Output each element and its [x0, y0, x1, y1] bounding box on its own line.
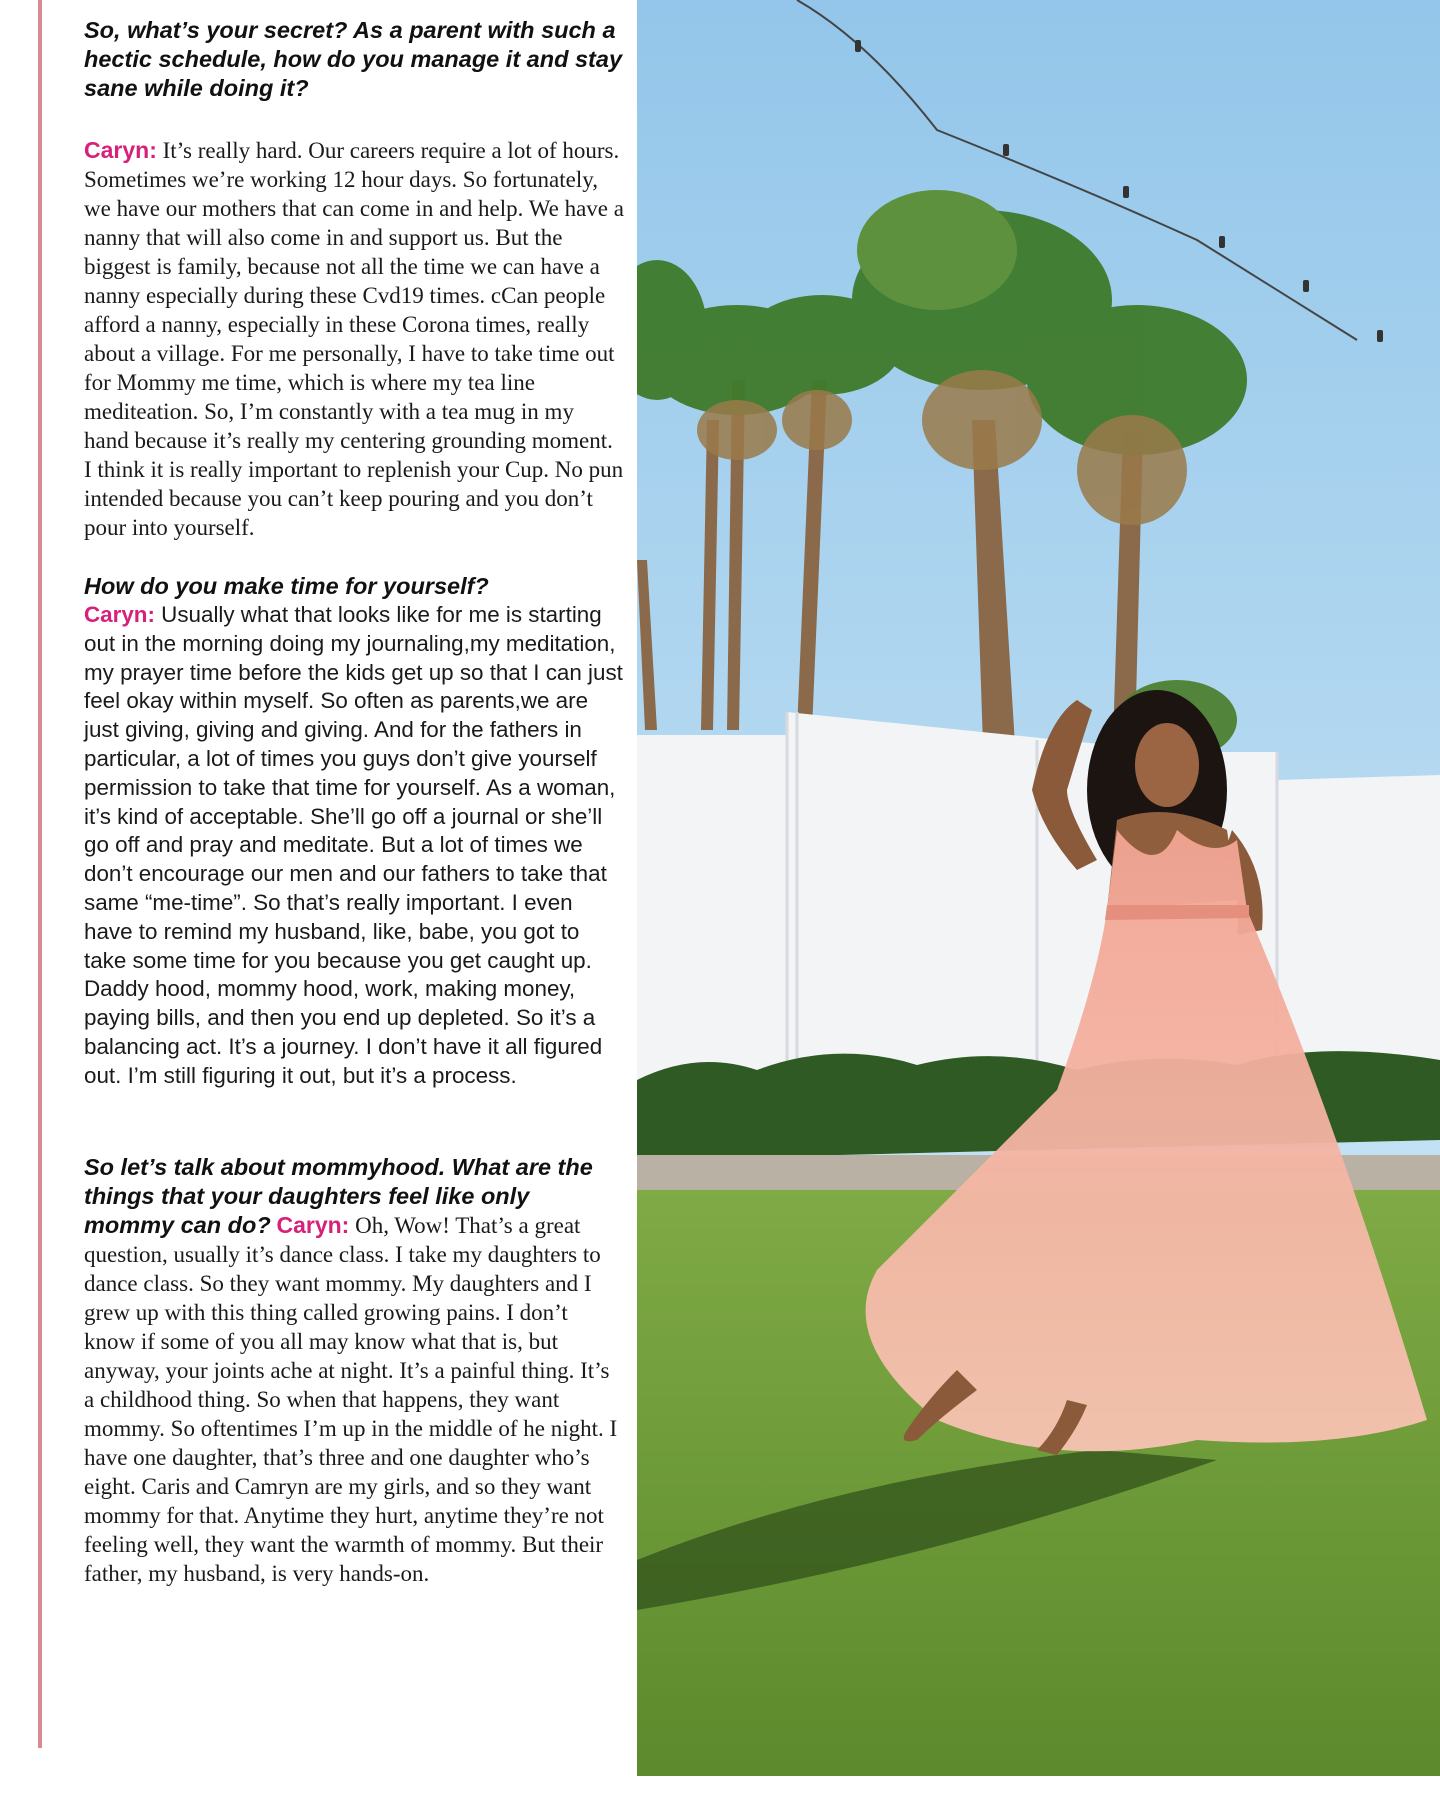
answer-mommyhood-text: Oh, Wow! That’s a great question, usually it’s dance class. I take my daughters to dance class. So they want mommy. My daughters and I grew up with this thing called growing pains. I don’t know if some of you all may know what that is, but anyway, your joints ache at night. It’s a painful thing. It’s a childhood thing. So when that happens, they want mommy. So oftentimes I’m up in the middle of he night. I have one daughter, that’s three and one daughter who’s eight. Caris and Camryn are my girls, and so they want mommy for that. Anytime they hurt, anytime they’re not feeling well, they want the warmth of mommy. But their father, my husband, is very hands-on.: [84, 1212, 618, 1586]
speaker-label: Caryn:: [84, 137, 157, 163]
margin-rule: [38, 0, 42, 1748]
mommyhood-block: [84, 1153, 624, 1588]
answer-secret: [84, 136, 624, 542]
face: [1135, 723, 1199, 807]
article-column: [84, 16, 624, 1588]
dress-waistband: [1105, 905, 1249, 920]
answer-time-text: Usually what that looks like for me is starting out in the morning doing my journaling,my meditation, my prayer time before the kids get up so that I can just feel okay within myself. So often as parents,we are just giving, giving and giving. And for the fathers in particular, a lot of times you guys don’t give yourself permission to take that time for yourself. As a woman, it’s kind of acceptable. She’ll go off a journal or she’ll go off and pray and meditate. But a lot of times we don’t encourage our men and our fathers to take that same “me-time”. So that’s really important. I even have to remind my husband, like, babe, you got to take some time for you because you get caught up. Daddy hood, mommy hood, work, making money, paying bills, and then you end up depleted. So it’s a balancing act. It’s a journey. I don’t have it all figured out. I’m still figuring it out, but it’s a process.: [84, 602, 623, 1088]
speaker-label: Caryn:: [276, 1211, 350, 1238]
photo-woman-in-pink-dress: [637, 0, 1440, 1776]
answer-secret-text: It’s really hard. Our careers require a lot of hours. Sometimes we’re working 12 hour days. So fortunately, we have our mothers that can come in and help. We have a nanny that will also come in and support us. But the biggest is family, because not all the time we can have a nanny especially during these Cvd19 times. cCan people afford a nanny, especially in these Corona times, really about a village. For me personally, I have to take time out for Mommy me time, which is where my tea line mediteation. So, I’m constantly with a tea mug in my hand because it’s really my centering grounding moment. I think it is really important to replenish your Cup. No pun intended because you can’t keep pouring and you don’t pour into yourself.: [84, 138, 624, 540]
answer-time-for-yourself: [84, 601, 624, 1091]
photo-illustration: [637, 0, 1440, 1776]
question-secret: So, what’s your secret? As a parent with such a hectic schedule, how do you manage it and stay sane while doing it?: [84, 17, 623, 101]
question-time-for-yourself: How do you make time for yourself?: [84, 573, 489, 599]
speaker-label: Caryn:: [84, 602, 155, 627]
question-mommyhood: So let’s talk about mommyhood. What are the things that your daughters feel like only mommy can do?: [84, 1153, 593, 1238]
